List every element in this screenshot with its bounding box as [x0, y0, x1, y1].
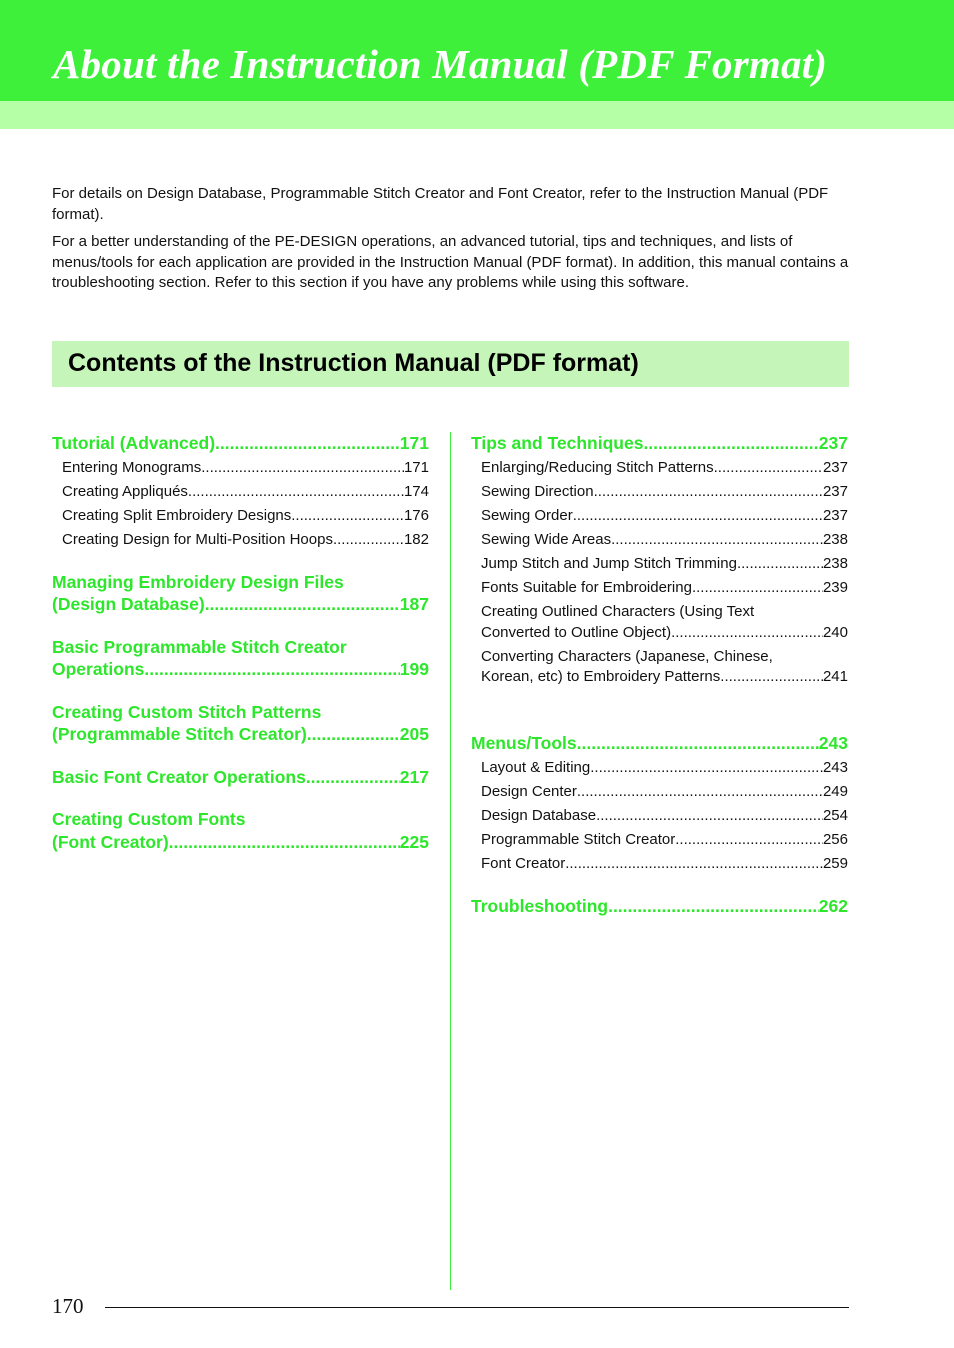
toc-item[interactable] — [481, 554, 848, 575]
toc-page-number: 238 — [822, 531, 848, 548]
toc-item[interactable] — [481, 623, 848, 644]
toc-basic-psc[interactable] — [52, 636, 429, 681]
toc-heading-basic-font — [52, 766, 429, 789]
dot-leader — [594, 482, 823, 503]
toc-heading-tips[interactable] — [471, 432, 848, 455]
toc-item[interactable] — [62, 458, 429, 479]
toc-item-title: Sewing Direction — [481, 483, 594, 500]
dot-leader — [590, 758, 823, 779]
toc-heading-line: Basic Programmable Stitch Creator — [52, 636, 347, 657]
dot-leader — [692, 578, 823, 599]
toc-page-number: 237 — [818, 433, 848, 453]
toc-page-number: 205 — [399, 724, 429, 744]
toc-heading-title: Tutorial (Advanced) — [52, 433, 216, 453]
toc-item-line[interactable]: Creating Outlined Characters (Using Text — [481, 603, 755, 620]
toc-page-number: 174 — [403, 483, 429, 500]
toc-page-number: 254 — [822, 806, 848, 824]
toc-item-title: Layout & Editing — [481, 758, 591, 776]
dot-leader — [596, 806, 823, 827]
toc-heading-line: Creating Custom Stitch Patterns — [52, 701, 322, 722]
toc-heading-menus[interactable] — [471, 732, 848, 755]
dot-leader — [608, 895, 819, 918]
toc-heading-title: Menus/Tools — [471, 732, 577, 753]
toc-page-number: 256 — [822, 830, 848, 848]
toc-heading-line: Managing Embroidery Design Files — [52, 571, 344, 592]
toc-menus — [471, 732, 848, 875]
toc-page-number: 262 — [818, 896, 848, 916]
toc-page-number: 171 — [403, 459, 429, 476]
toc-item-title: Enlarging/Reducing Stitch Patterns — [481, 459, 714, 476]
toc-page-number: 217 — [399, 766, 429, 787]
dot-leader — [306, 766, 400, 789]
toc-item[interactable] — [481, 830, 848, 851]
toc-heading-line: Creating Custom Fonts — [52, 809, 246, 829]
title-banner — [0, 0, 954, 101]
toc-basic-font[interactable] — [52, 766, 429, 789]
toc-left-column — [52, 432, 429, 873]
toc-heading-tutorial[interactable] — [52, 432, 429, 455]
toc-heading-title: (Design Database) — [52, 594, 205, 614]
toc-heading-troubleshooting[interactable] — [471, 895, 848, 918]
toc-page-number: 225 — [399, 831, 429, 852]
toc-item[interactable] — [481, 458, 848, 479]
dot-leader — [573, 506, 823, 527]
toc-page-number: 249 — [822, 782, 848, 800]
dot-leader — [565, 854, 823, 875]
toc-item-title: Creating Appliqués — [62, 483, 188, 500]
toc-heading-title: (Font Creator) — [52, 831, 169, 852]
toc-page-number: 237 — [822, 459, 848, 476]
toc-item[interactable] — [481, 667, 848, 688]
toc-item[interactable] — [481, 806, 848, 827]
dot-leader — [215, 432, 400, 455]
column-divider — [450, 432, 451, 1290]
dot-leader — [577, 732, 819, 755]
toc-page-number: 237 — [822, 507, 848, 524]
footer-rule — [105, 1307, 849, 1308]
dot-leader — [720, 667, 823, 688]
dot-leader — [577, 782, 823, 803]
toc-tips — [471, 432, 848, 688]
toc-item[interactable] — [62, 506, 429, 527]
toc-page-number: 240 — [822, 623, 848, 641]
dot-leader — [611, 530, 823, 551]
toc-page-number: 176 — [403, 507, 429, 524]
toc-item[interactable] — [481, 782, 848, 803]
toc-item-title: Sewing Wide Areas — [481, 531, 612, 548]
toc-page-number: 237 — [822, 483, 848, 500]
toc-item[interactable] — [62, 530, 429, 551]
toc-item-title: Entering Monograms — [62, 459, 202, 476]
toc-heading-custom-stitch — [52, 723, 429, 746]
toc-heading-title: (Programmable Stitch Creator) — [52, 724, 307, 744]
toc-item[interactable] — [481, 530, 848, 551]
intro-text — [52, 184, 852, 301]
dot-leader — [643, 432, 818, 455]
toc-page-number: 259 — [822, 854, 848, 872]
toc-tutorial — [52, 432, 429, 551]
dot-leader — [737, 554, 823, 575]
dot-leader — [291, 506, 404, 527]
toc-heading-title: Basic Font Creator Operations — [52, 766, 306, 787]
toc-item-title: Jump Stitch and Jump Stitch Trimming — [481, 555, 737, 572]
toc-page-number: 241 — [822, 668, 848, 685]
toc-item[interactable] — [481, 506, 848, 527]
dot-leader — [333, 530, 404, 551]
toc-item-title: Programmable Stitch Creator — [481, 830, 676, 848]
dot-leader — [201, 458, 404, 479]
toc-heading-managing — [52, 593, 429, 616]
dot-leader — [169, 831, 400, 854]
toc-heading-title: Troubleshooting — [471, 896, 609, 916]
toc-item-title: Sewing Order — [481, 507, 573, 524]
dot-leader — [307, 723, 400, 746]
section-heading-box — [52, 341, 849, 387]
toc-troubleshooting — [471, 895, 848, 918]
toc-item[interactable] — [481, 854, 848, 875]
toc-managing[interactable] — [52, 571, 429, 616]
dot-leader — [671, 623, 823, 644]
toc-item[interactable] — [481, 758, 848, 779]
toc-page-number: 239 — [822, 579, 848, 596]
dot-leader — [675, 830, 823, 851]
toc-item-title: Creating Design for Multi-Position Hoops — [62, 531, 333, 548]
banner-strip — [0, 101, 954, 129]
toc-heading-title: Operations — [52, 659, 145, 679]
toc-right-column — [471, 432, 848, 938]
page-number: 170 — [52, 1294, 84, 1318]
toc-item[interactable] — [481, 482, 848, 503]
toc-item[interactable] — [481, 578, 848, 599]
page-title: About the Instruction Manual (PDF Format) — [53, 41, 828, 87]
intro-paragraph-2: For a better understanding of the PE-DESIGN operations, an advanced tutorial, tips and techniques, and lists of menus/tools for each application are provided in the Instruction Manual (PDF format). In addition, this manual contains a troubleshooting section. Refer to this section if you have any problems while using this software. — [52, 233, 849, 291]
toc-page-number: 199 — [399, 659, 429, 679]
toc-page-number: 238 — [822, 555, 848, 572]
toc-item-title: Fonts Suitable for Embroidering — [481, 579, 692, 596]
toc-custom-fonts[interactable] — [52, 808, 429, 853]
toc-heading-custom-fonts — [52, 831, 429, 854]
dot-leader — [144, 658, 399, 681]
toc-page-number: 182 — [403, 531, 429, 548]
dot-leader — [188, 482, 404, 503]
toc-item-title: Font Creator — [481, 854, 566, 872]
toc-item-title: Korean, etc) to Embroidery Patterns — [481, 668, 721, 685]
toc-page-number: 243 — [818, 732, 848, 753]
section-title: Contents of the Instruction Manual (PDF format) — [68, 349, 639, 377]
toc-heading-title: Tips and Techniques — [471, 433, 644, 453]
dot-leader — [714, 458, 823, 479]
toc-page-number: 171 — [399, 433, 429, 453]
toc-item-title: Converted to Outline Object) — [481, 623, 672, 641]
toc-item[interactable] — [62, 482, 429, 503]
toc-heading-basic-psc — [52, 658, 429, 681]
toc-item-line[interactable]: Converting Characters (Japanese, Chinese, — [481, 647, 773, 665]
dot-leader — [205, 593, 400, 616]
toc-item-title: Creating Split Embroidery Designs — [62, 507, 292, 524]
intro-paragraph-1: For details on Design Database, Programmable Stitch Creator and Font Creator, refer to the Instruction Manual (PDF format). — [52, 185, 829, 223]
toc-item-title: Design Database — [481, 806, 597, 824]
toc-item-title: Design Center — [481, 782, 577, 800]
toc-page-number: 243 — [822, 758, 848, 776]
toc-custom-stitch[interactable] — [52, 701, 429, 746]
toc-page-number: 187 — [399, 594, 429, 614]
